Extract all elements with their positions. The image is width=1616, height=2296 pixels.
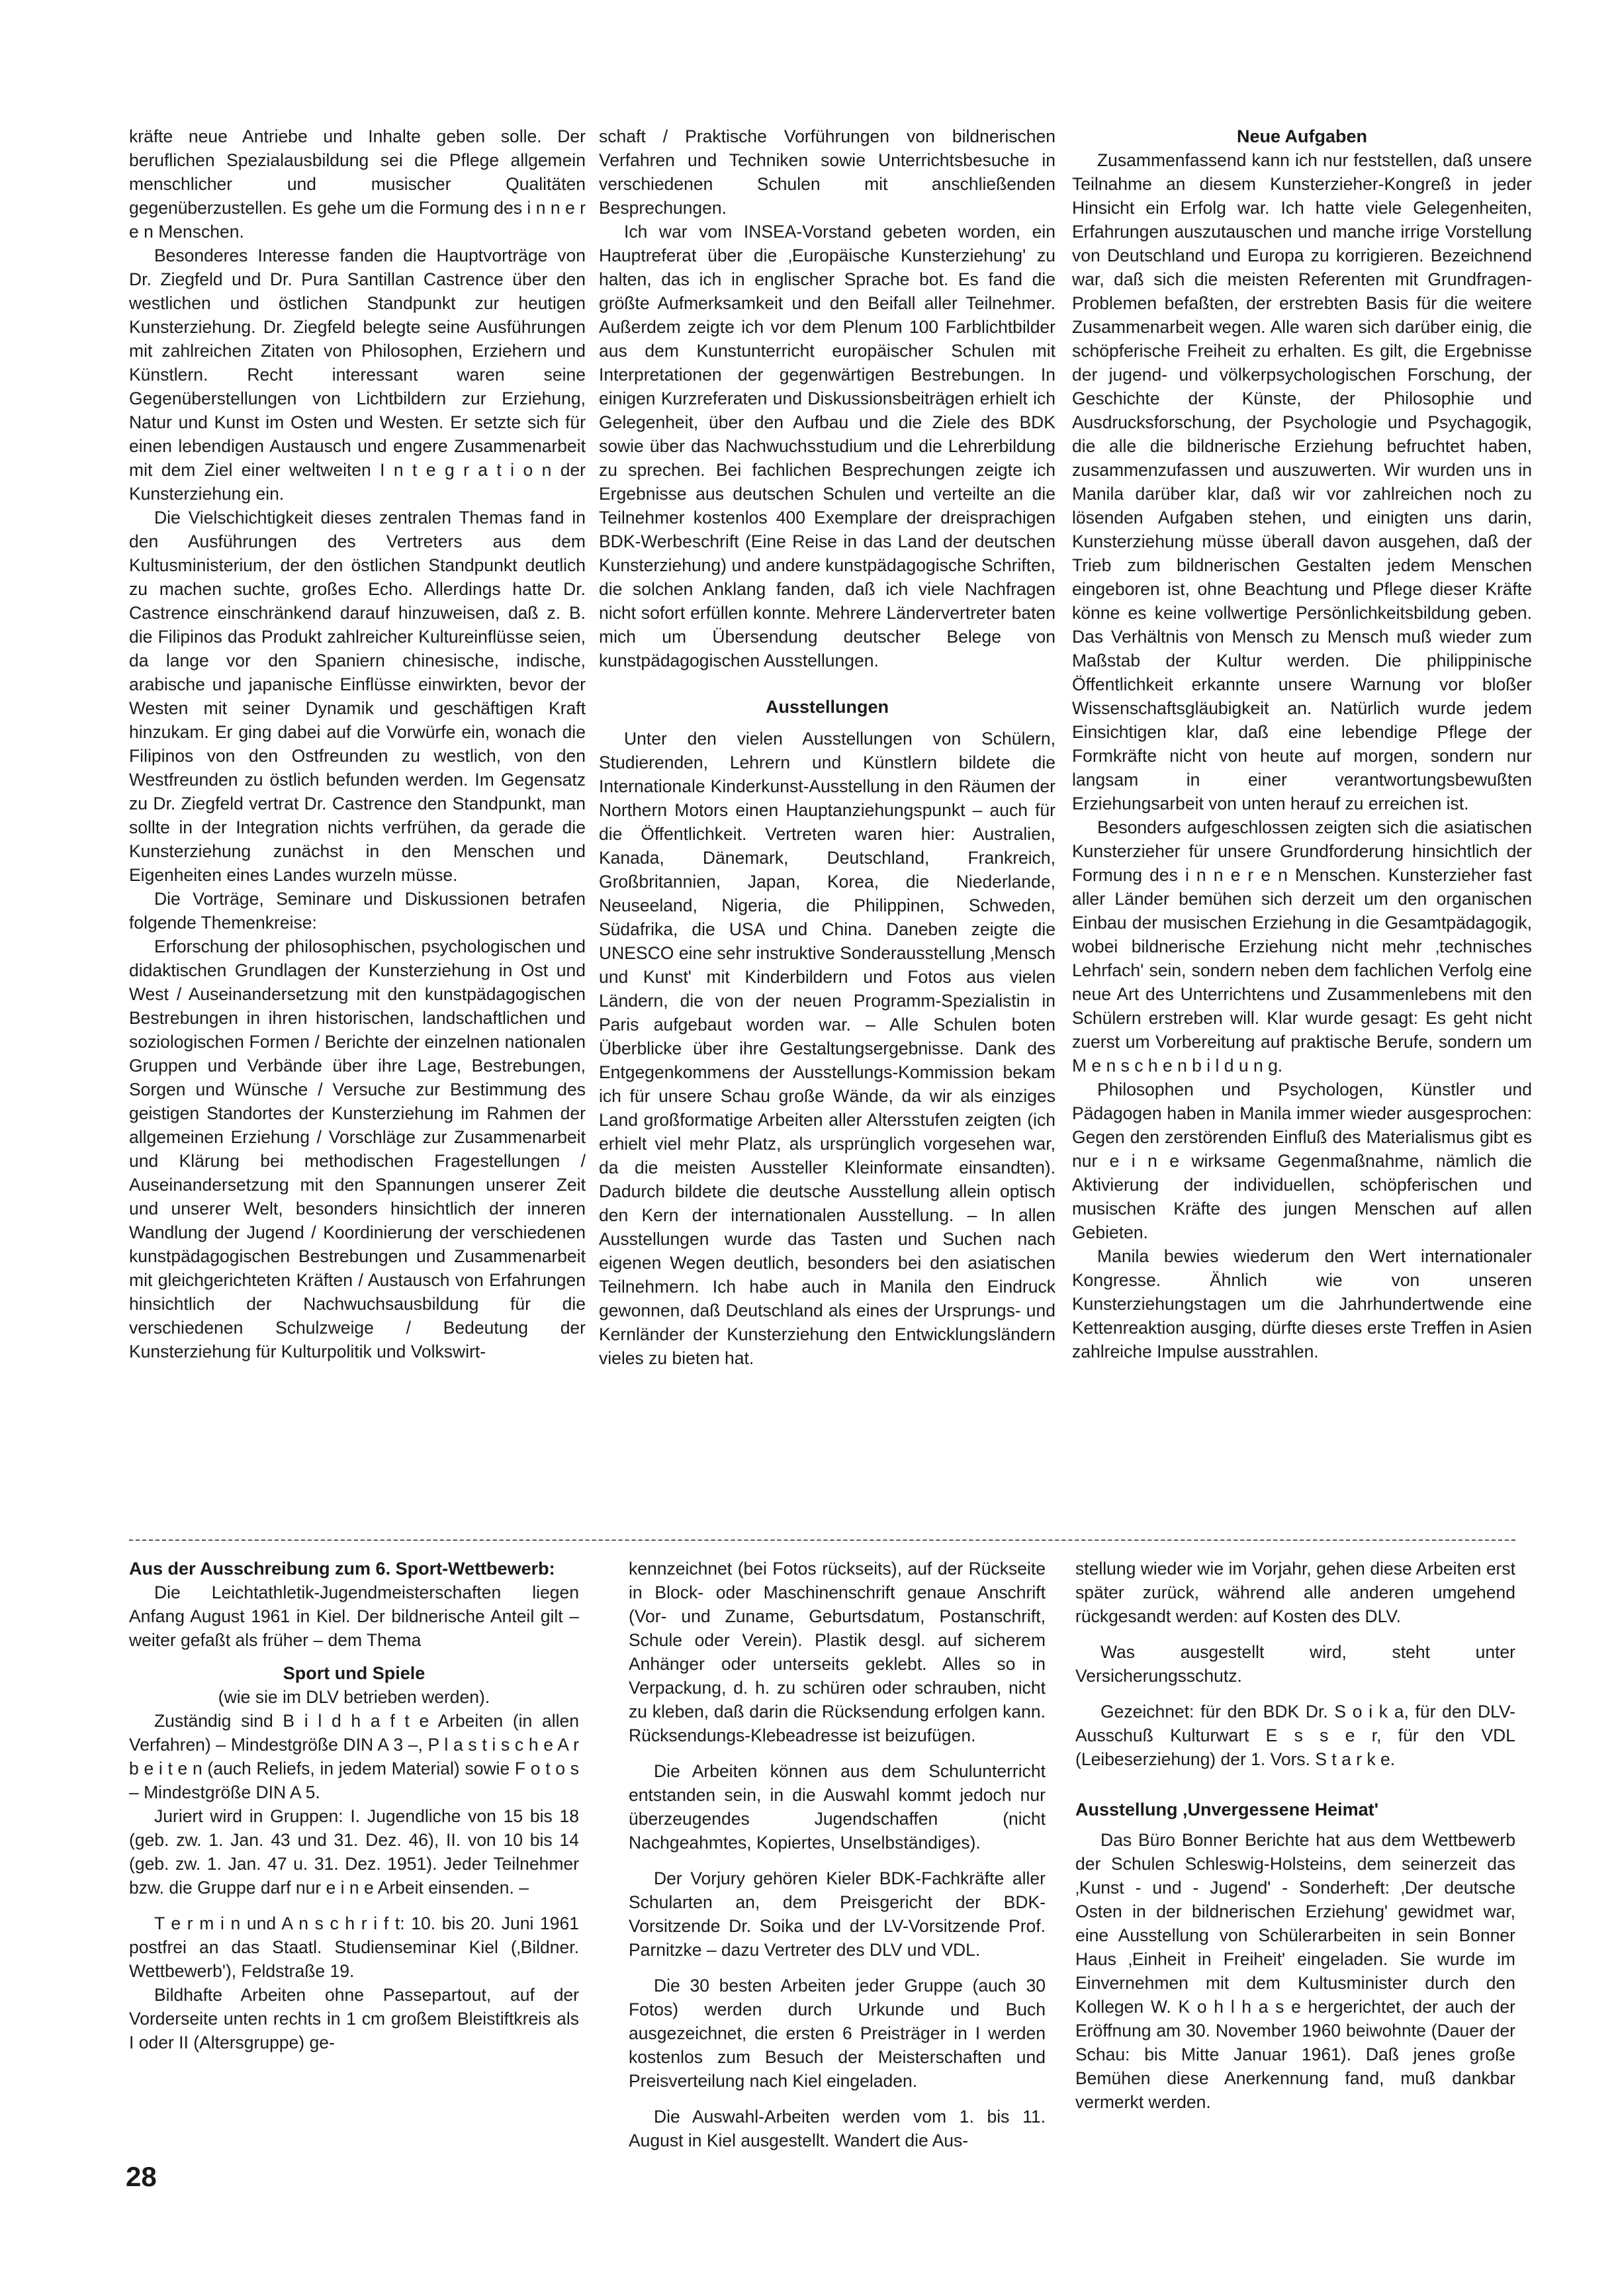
bottom-column-1 <box>129 1557 579 2054</box>
paragraph: Der Vorjury gehören Kieler BDK-Fachkräfte aller Schularten an, dem Preisgericht der BDK-Vorsitzende Dr. Soika und der LV-Vorsitzende Prof. Parnitzke – dazu Vertreter des DLV und VDL. <box>629 1868 1046 1960</box>
paragraph: kennzeichnet (bei Fotos rückseits), auf der Rückseite in Block- oder Maschinenschrift genaue Anschrift (Vor- und Zuname, Geburtsdatum, Postanschrift, Schule oder Verein). Plastik desgl. auf sicherem Anhänger oder unterseits geklebt. Alles so in Verpackung, d. h. zu schüren oder schrauben, nicht zu kleben, daß darin die Rücksendung erfolgen kann. Rücksendungs-Klebeadresse ist beizufügen. <box>629 1559 1046 1745</box>
paragraph: Unter den vielen Ausstellungen von Schülern, Studierenden, Lehrern und Künstlern bildete die Internationale Kinderkunst-Ausstellung in den Räumen der Northern Motors einen Hauptanziehungspunkt – auch für die Öffentlichkeit. Vertreten waren hier: Australien, Kanada, Dänemark, Deutschland, Frankreich, Großbritannien, Japan, Korea, die Niederlande, Neuseeland, Nigeria, die Philippinen, Schweden, Südafrika, die USA und China. Daneben zeigte die UNESCO eine sehr instruktive Sonderausstellung ‚Mensch und Kunst' mit Kinderbildern und Fotos aus vielen Ländern, die von der neuen Programm-Spezialistin in Paris aufgebaut worden war. – Alle Schulen boten Überblicke über ihre Gestaltungsergebnisse. Dank des Entgegenkommens der Ausstellungs-Kommission bekam ich für unsere Schau große Wände, da wir als einziges Land großformatige Arbeiten aller Altersstufen zeigten (ich erhielt viel mehr Platz, als ursprünglich vorgesehen war, da die meisten Aussteller Kleinformate einsandten). Dadurch bildete die deutsche Ausstellung allein optisch den Kern der internationalen Ausstellung. – In allen Ausstellungen wurde das Tasten und Suchen nach eigenen Wegen deutlich, besonders bei den asiatischen Teilnehmern. Ich habe auch in Manila den Eindruck gewonnen, daß Deutschland als eines der Ursprungs- und Kernländer der Kunsterziehung den Entwicklungsländern vieles zu bieten hat. <box>599 729 1055 1368</box>
paragraph: Die Vorträge, Seminare und Diskussionen betrafen folgende Themenkreise: <box>129 889 586 933</box>
paragraph: Was ausgestellt wird, steht unter Versicherungsschutz. <box>1075 1642 1515 1686</box>
paragraph: T e r m i n und A n s c h r i f t: 10. bis 20. Juni 1961 postfrei an das Staatl. Studienseminar Kiel (‚Bildner. Wettbewerb'), Feldstraße 19. <box>129 1913 579 1981</box>
paragraph: Zuständig sind B i l d h a f t e Arbeiten (in allen Verfahren) – Mindestgröße DIN A 3 –, P l a s t i s c h e A r b e i t e n (auch Reliefs, in jedem Material) sowie F o t o s – Mindestgröße DIN A 5. <box>129 1711 579 1802</box>
section-heading-sport-wettbewerb: Aus der Ausschreibung zum 6. Sport-Wettbewerb: <box>129 1559 555 1579</box>
paragraph: Die Arbeiten können aus dem Schulunterricht entstanden sein, in die Auswahl kommt jedoch nur überzeugendes Jugendschaffen (nicht Nachgeahmtes, Kopiertes, Unselbständiges). <box>629 1761 1046 1853</box>
paragraph: Die Leichtathletik-Jugendmeisterschaften liegen Anfang August 1961 in Kiel. Der bildnerische Anteil gilt – weiter gefaßt als früher – dem Thema <box>129 1583 579 1650</box>
paragraph: Philosophen und Psychologen, Künstler und Pädagogen haben in Manila immer wieder ausgesprochen: Gegen den zerstörenden Einfluß des Materialismus gibt es nur e i n e wirksame Gegenmaßnahme, nämlich die Aktivierung der individuellen, schöpferischen und musischen Kräfte des jungen Menschen auf allen Gebieten. <box>1072 1079 1532 1242</box>
paragraph: Erforschung der philosophischen, psychologischen und didaktischen Grundlagen der Kunsterziehung in Ost und West / Auseinandersetzung mit den kunstpädagogischen Bestrebungen in ihren historischen, landschaftlichen und soziologischen Formen / Berichte der einzelnen nationalen Gruppen und Verbände über ihre Lage, Bestrebungen, Sorgen und Wünsche / Versuche zur Bestimmung des geistigen Standortes der Kunsterziehung im Rahmen der allgemeinen Erziehung / Vorschläge zur Zusammenarbeit und Klärung bei methodischen Fragestellungen / Auseinandersetzung mit den Spannungen unserer Zeit und unserer Welt, besonders hinsichtlich der inneren Wandlung der Jugend / Koordinierung der verschiedenen kunstpädagogischen Bestrebungen und Zusammenarbeit mit gleichgerichteten Kräften / Austausch von Erfahrungen hinsichtlich der Nachwuchsausbildung für die verschiedenen Schulzweige / Bedeutung der Kunsterziehung für Kulturpolitik und Volkswirt- <box>129 937 586 1361</box>
paragraph: Ich war vom INSEA-Vorstand gebeten worden, ein Hauptreferat über die ‚Europäische Kunsterziehung' zu halten, das ich in englischer Sprache bot. Es fand die größte Aufmerksamkeit und den Beifall aller Teilnehmer. Außerdem zeigte ich vor dem Plenum 100 Farblichtbilder aus dem Kunstunterricht europäischer Schulen mit Interpretationen der gegenwärtigen Bestrebungen. In einigen Kurzreferaten und Diskussionsbeiträgen erhielt ich Gelegenheit, über den Aufbau und die Ziele des BDK sowie über das Nachwuchsstudium und die Lehrerbildung zu sprechen. Bei fachlichen Besprechungen zeigte ich Ergebnisse aus deutschen Schulen und verteilte an die Teilnehmer kostenlos 400 Exemplare der dreisprachigen BDK-Werbeschrift (Eine Reise in das Land der deutschen Kunsterziehung) und andere kunstpädagogische Schriften, die solchen Anklang fanden, daß ich viele Nachfragen nicht sofort erfüllen konnte. Mehrere Ländervertreter baten mich um Übersendung deutscher Belege von kunstpädagogischen Ausstellungen. <box>599 222 1055 670</box>
paragraph: Die Vielschichtigkeit dieses zentralen Themas fand in den Ausführungen des Vertreters aus dem Kultusministerium, der den östlichen Standpunkt deutlich zu machen suchte, großes Echo. Allerdings hatte Dr. Castrence einschränkend darauf hinzuweisen, daß z. B. die Filipinos das Produkt zahlreicher Kultureinflüsse seien, da lange vor den Spaniern chinesische, indische, arabische und japanische Einflüsse einwirkten, bevor der Westen mit seiner Dynamik und geschäftigen Kraft hinzukam. Er ging dabei auf die Vorwürfe ein, wonach die Filipinos von den Ostfreunden zu westlich, von den Westfreunden zu östlich befunden werden. Im Gegensatz zu Dr. Ziegfeld vertrat Dr. Castrence den Standpunkt, man sollte in der Integration nichts verfrühen, da gerade die Kunsterziehung zunächst in den Menschen und Eigenheiten eines Landes wurzeln müsse. <box>129 508 586 885</box>
bottom-column-3 <box>1075 1557 1515 2114</box>
section-heading-unvergessene-heimat: Ausstellung ‚Unvergessene Heimat' <box>1075 1800 1379 1819</box>
paragraph: Das Büro Bonner Berichte hat aus dem Wettbewerb der Schulen Schleswig-Holsteins, dem seinerzeit das ‚Kunst - und - Jugend' - Sonderheft: ‚Der deutsche Osten in der bildnerischen Erziehung' gewidmet war, eine Ausstellung von Schülerarbeiten in sein Bonner Haus ‚Einheit in Freiheit' eingeladen. Sie wurde im Einvernehmen mit dem Kultusminister durch den Kollegen W. K o h l h a s e hergerichtet, der auch der Eröffnung am 30. November 1960 beiwohnte (Dauer der Schau: bis Mitte Januar 1961). Daß jenes große Bemühen diese Anerkennung fand, muß dankbar vermerkt werden. <box>1075 1830 1515 2112</box>
paragraph: Juriert wird in Gruppen: I. Jugendliche von 15 bis 18 (geb. zw. 1. Jan. 43 und 31. Dez. 46), II. von 10 bis 14 (geb. zw. 1. Jan. 47 u. 31. Dez. 1951). Jeder Teilnehmer bzw. die Gruppe darf nur e i n e Arbeit einsenden. – <box>129 1806 579 1898</box>
section-heading-ausstellungen: Ausstellungen <box>765 697 889 717</box>
paragraph: Die 30 besten Arbeiten jeder Gruppe (auch 30 Fotos) werden durch Urkunde und Buch ausgezeichnet, die ersten 6 Preisträger in I werden kostenlos zum Besuch der Meisterschaften und Preisverteilung nach Kiel eingeladen. <box>629 1976 1046 2091</box>
section-heading-neue-aufgaben: Neue Aufgaben <box>1236 126 1367 146</box>
bottom-column-2 <box>629 1557 1046 2152</box>
paragraph: Gezeichnet: für den BDK Dr. S o i k a, für den DLV-Ausschuß Kulturwart E s s e r, für den VDL (Leibeserziehung) der 1. Vors. S t a r k e. <box>1075 1702 1515 1769</box>
paragraph: kräfte neue Antriebe und Inhalte geben solle. Der beruflichen Spezialausbildung sei die Pflege allgemein menschlicher und musischer Qualitäten gegenüberzustellen. Es gehe um die Formung des i n n e r e n Menschen. <box>129 126 586 242</box>
paragraph: Manila bewies wiederum den Wert internationaler Kongresse. Ähnlich wie von unseren Kunsterziehungstagen um die Jahrhundertwende eine Kettenreaktion ausging, dürfte dieses erste Treffen in Asien zahlreiche Impulse ausstrahlen. <box>1072 1246 1532 1361</box>
theme-subtitle: (wie sie im DLV betrieben werden). <box>218 1687 490 1707</box>
paragraph: schaft / Praktische Vorführungen von bildnerischen Verfahren und Techniken sowie Unterrichtsbesuche in verschiedenen Schulen mit anschließenden Besprechungen. <box>599 126 1055 218</box>
top-column-3 <box>1072 124 1532 1363</box>
paragraph: stellung wieder wie im Vorjahr, gehen diese Arbeiten erst später zurück, während alle anderen umgehend rückgesandt werden: auf Kosten des DLV. <box>1075 1559 1515 1626</box>
paragraph: Zusammenfassend kann ich nur feststellen, daß unsere Teilnahme an diesem Kunsterzieher-Kongreß in jeder Hinsicht ein Erfolg war. Ich hatte viele Gelegenheiten, Erfahrungen auszutauschen und manche irrige Vorstellung von Deutschland und Europa zu korrigieren. Bezeichnend war, daß sich die meisten Referenten mit Grundfragen-Problemen befaßten, der erstrebten Basis für die weitere Zusammenarbeit wegen. Alle waren sich darüber einig, die schöpferische Freiheit zu erhalten. Es gilt, die Ergebnisse der jugend- und völkerpsychologischen Forschung, der Geschichte der Künste, der Philosophie und Ausdrucksforschung, der Psychologie und Psychagogik, die alle die bildnerische Erziehung befruchtet haben, zusammenzufassen und auszuwerten. Wir wurden uns in Manila darüber klar, daß wir vor zahlreichen noch zu lösenden Aufgaben stehen, und einigten uns darin, Kunsterziehung müsse überall davon ausgehen, daß der Trieb zum bildnerischen Gestalten jedem Menschen eingeboren ist, ohne Beachtung und Pflege dieser Kräfte könne es keine vollwertige Persönlichkeitsbildung geben. Das Verhältnis von Mensch zu Mensch muß wieder zum Maßstab der Kultur werden. Die philippinische Öffentlichkeit erkannte unsere Warnung vor bloßer Wissenschaftsgläubigkeit an. Natürlich wurde jedem Einsichtigen klar, daß eine lebendige Pflege der Formkräfte nicht von heute auf morgen, sondern nur langsam in einer verantwortungsbewußten Erziehungsarbeit von unten herauf zu erreichen ist. <box>1072 150 1532 813</box>
paragraph: Besonderes Interesse fanden die Hauptvorträge von Dr. Ziegfeld und Dr. Pura Santillan Castrence über den westlichen und östlichen Standpunkt zur heutigen Kunsterziehung. Dr. Ziegfeld belegte seine Ausführungen mit zahlreichen Zitaten von Philosophen, Erziehern und Künstlern. Recht interessant waren seine Gegenüberstellungen von Lichtbildern zur Erziehung, Natur und Kunst im Osten und Westen. Er setzte sich für einen lebendigen Austausch und engere Zusammenarbeit mit dem Ziel einer weltweiten I n t e g r a t i o n der Kunsterziehung ein. <box>129 246 586 504</box>
top-column-1 <box>129 124 586 1363</box>
paragraph: Die Auswahl-Arbeiten werden vom 1. bis 11. August in Kiel ausgestellt. Wandert die Aus- <box>629 2107 1046 2150</box>
paragraph: Besonders aufgeschlossen zeigten sich die asiatischen Kunsterzieher für unsere Grundforderung hinsichtlich der Formung des i n n e r e n Menschen. Kunsterzieher fast aller Länder bemühen sich derzeit um den organischen Einbau der musischen Erziehung in die Gesamtpädagogik, wobei bildnerische Erziehung nicht mehr ‚technisches Lehrfach' sein, sondern neben dem fachlichen Verfolg eine neue Art des Unterrichtens und Zusammenlebens mit den Schülern erstreben will. Klar wurde gesagt: Es geht nicht zuerst um Vorbereitung auf praktische Berufe, sondern um M e n s c h e n b i l d u n g. <box>1072 817 1532 1076</box>
section-divider <box>129 1539 1515 1541</box>
theme-title: Sport und Spiele <box>283 1663 426 1683</box>
top-column-2 <box>599 124 1055 1370</box>
page-number: 28 <box>126 2161 157 2192</box>
paragraph: Bildhafte Arbeiten ohne Passepartout, auf der Vorderseite unten rechts in 1 cm großem Bleistiftkreis als I oder II (Altersgruppe) ge- <box>129 1985 579 2052</box>
